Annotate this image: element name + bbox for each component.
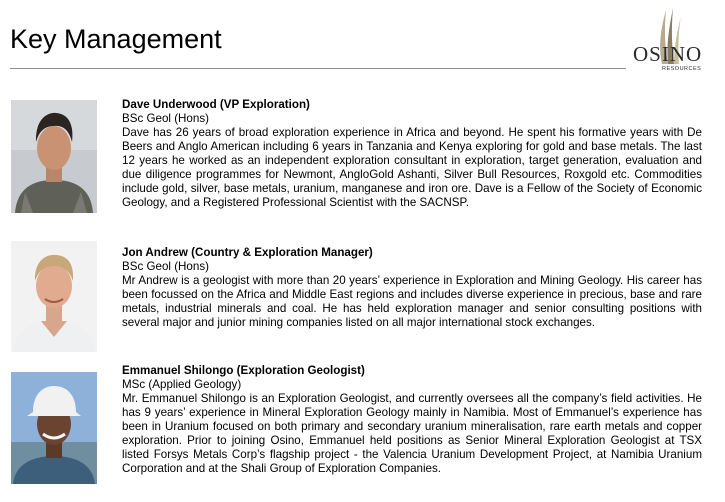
- photo-jon-andrew: [11, 241, 97, 352]
- bio-jon-andrew: [122, 246, 702, 330]
- person-bio: Mr Andrew is a geologist with more than 20 years’ experience in Exploration and Mining Geology. His career has been focussed on the Africa and Middle East regions and includes diverse experience in precious, base and rare metals, industrial minerals and coal. He has held exploration manager and senior consulting positions with several major and junior mining companies listed on all major international stock exchanges.: [122, 274, 702, 329]
- person-bio: Dave has 26 years of broad exploration experience in Africa and beyond. He spent his formative years with De Beers and Anglo American including 6 years in Tanzania and Kenya exploring for gold and base metals. The last 12 years he worked as an independent exploration consultant in exploration, target generation, evaluation and due diligence programmes for Newmont, AngloGold Ashanti, Silver Bull Resources, Roxgold etc. Commodities include gold, silver, base metals, uranium, manganese and iron ore. Dave is a Fellow of the Society of Economic Geology, and a Registered Professional Scientist with the SACNSP.: [122, 126, 702, 209]
- portrait-jon-andrew: [11, 241, 97, 352]
- logo-subtitle: RESOURCES: [662, 66, 702, 72]
- photo-emmanuel-shilongo: [11, 372, 97, 484]
- person-name: Emmanuel Shilongo (Exploration Geologist): [122, 364, 365, 377]
- person-degree: BSc Geol (Hons): [122, 260, 209, 273]
- company-logo: [628, 6, 718, 78]
- person-name: Dave Underwood (VP Exploration): [122, 98, 310, 111]
- page-title: Key Management: [10, 24, 222, 54]
- portrait-emmanuel-shilongo: [11, 372, 97, 484]
- bio-emmanuel-shilongo: [122, 364, 702, 476]
- logo-wordmark: OSINO: [633, 42, 703, 66]
- title-divider: [10, 68, 626, 69]
- person-degree: BSc Geol (Hons): [122, 112, 209, 125]
- portrait-dave-underwood: [11, 100, 97, 213]
- bio-dave-underwood: [122, 98, 702, 210]
- person-degree: MSc (Applied Geology): [122, 378, 242, 391]
- person-name: Jon Andrew (Country & Exploration Manager): [122, 246, 373, 259]
- person-bio: Mr. Emmanuel Shilongo is an Exploration Geologist, and currently oversees all the company’s field activities. He has 9 years’ experience in Mineral Exploration Geology mainly in Namibia. Most of Emmanuel’s experience has been in Uranium focused on both primary and secondary uranium mineralisation, rare earth metals and copper exploration. Prior to joining Osino, Emmanuel held positions as Senior Mineral Exploration Geologist at TSX listed Forsys Metals Corp’s flagship project - the Valencia Uranium Development Project, at Namibia Uranium Corporation and at the Shali Group of Exploration Companies.: [122, 392, 702, 475]
- photo-dave-underwood: [11, 100, 97, 213]
